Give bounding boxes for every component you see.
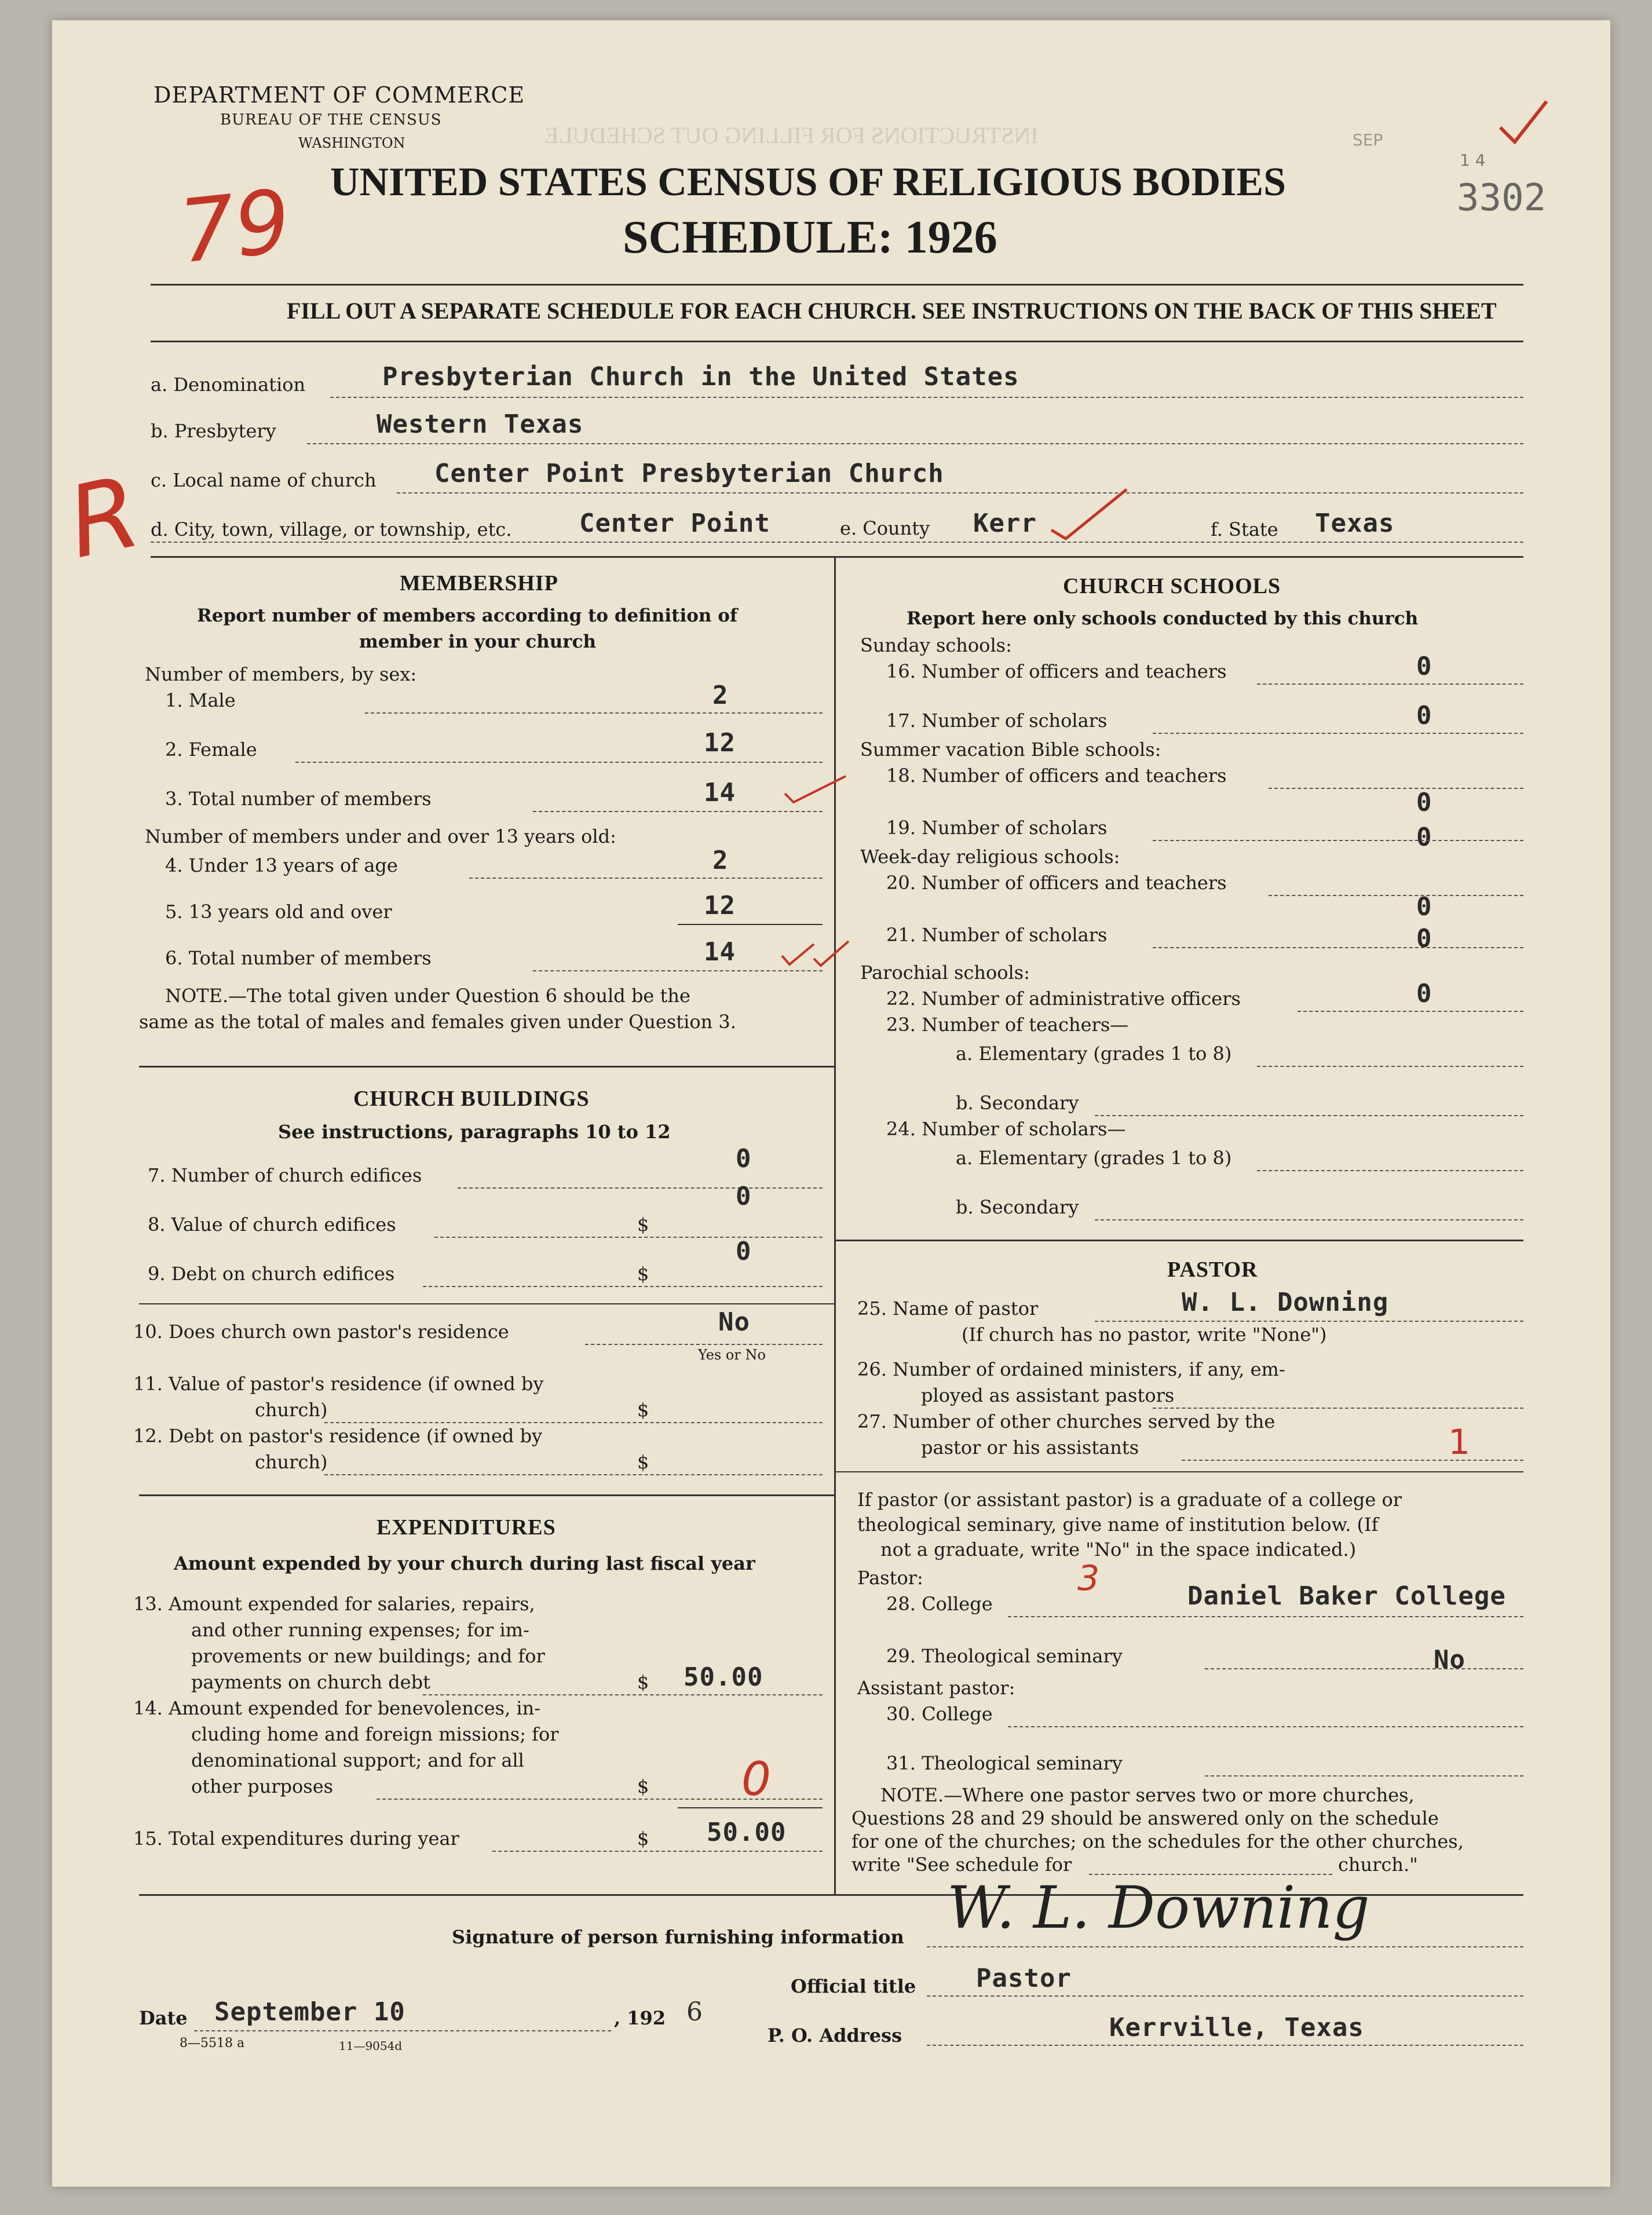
q27-line	[1182, 1460, 1523, 1461]
q12-label-1: 12. Debt on pastor's residence (if owned by	[133, 1425, 543, 1447]
denomination-label: a. Denomination	[151, 374, 306, 396]
q20-value[interactable]: 0	[1416, 892, 1432, 922]
signature-line	[927, 1946, 1523, 1947]
q8-dollar: $	[637, 1214, 649, 1236]
q2-female-value[interactable]: 12	[704, 728, 736, 758]
red-check-icon	[1048, 484, 1130, 547]
q7-line	[458, 1187, 823, 1189]
q25-line	[1095, 1321, 1523, 1322]
q13-line	[423, 1694, 823, 1695]
q23b-label: b. Secondary	[956, 1092, 1079, 1114]
pastor-note-3: for one of the churches; on the schedules for the other churches,	[851, 1830, 1464, 1852]
official-title-value[interactable]: Pastor	[976, 1964, 1072, 1993]
red-handwritten-number: 79	[174, 171, 295, 283]
red-handwritten-letter: R	[58, 454, 149, 582]
by-sex-label: Number of members, by sex:	[145, 663, 417, 685]
q8-line	[434, 1237, 823, 1238]
q27-label-1: 27. Number of other churches served by the	[857, 1410, 1275, 1432]
q29-line	[1205, 1668, 1523, 1669]
pastor-note-5: church."	[1338, 1854, 1418, 1876]
q23a-line	[1257, 1066, 1523, 1067]
bureau-name: BUREAU OF THE CENSUS	[220, 111, 442, 129]
q31-line	[1205, 1775, 1523, 1777]
graduate-intro-3: not a graduate, write "No" in the space indicated.)	[880, 1538, 1357, 1560]
q2-female-label: 2. Female	[165, 739, 257, 761]
q24b-label: b. Secondary	[956, 1196, 1079, 1218]
pastor-note-4: write "See schedule for	[851, 1854, 1072, 1876]
q24b-line	[1095, 1219, 1523, 1220]
membership-heading: MEMBERSHIP	[400, 571, 558, 595]
q16-line	[1257, 683, 1523, 685]
q6-total-label: 6. Total number of members	[165, 947, 432, 969]
q22-label: 22. Number of administrative officers	[886, 988, 1241, 1010]
q21-line	[1153, 947, 1523, 948]
schedule-year: SCHEDULE: 1926	[623, 212, 997, 263]
membership-intro-1: Report number of members according to definition of	[197, 605, 738, 626]
pastor-note-1: NOTE.—Where one pastor serves two or more churches,	[880, 1784, 1415, 1806]
red-check-icon	[1494, 96, 1552, 148]
q18-line	[1269, 788, 1523, 789]
q23b-line	[1095, 1115, 1523, 1116]
q24-label: 24. Number of scholars—	[886, 1118, 1126, 1140]
q7-edifices-label: 7. Number of church edifices	[148, 1164, 422, 1186]
q14-sum-rule	[678, 1807, 823, 1808]
q13-value[interactable]: 50.00	[684, 1662, 763, 1692]
q14-value[interactable]: 0	[741, 1752, 771, 1806]
parochial-schools-label: Parochial schools:	[860, 962, 1030, 984]
fill-out-instruction: FILL OUT A SEPARATE SCHEDULE FOR EACH CHURCH. SEE INSTRUCTIONS ON THE BACK OF THIS SHEET	[287, 298, 1497, 324]
q3-line	[533, 811, 823, 812]
q25-label: 25. Name of pastor	[857, 1297, 1039, 1320]
q26-label-1: 26. Number of ordained ministers, if any, em-	[857, 1358, 1285, 1380]
q20-label: 20. Number of officers and teachers	[886, 872, 1227, 894]
q11-dollar: $	[637, 1399, 649, 1421]
graduate-rule	[834, 1471, 1523, 1472]
census-schedule-sheet	[52, 20, 1610, 2187]
q19-label: 19. Number of scholars	[886, 817, 1108, 839]
q18-label: 18. Number of officers and teachers	[886, 765, 1227, 787]
city-label: d. City, town, village, or township, etc.	[151, 518, 512, 540]
year-prefix: , 192	[614, 2007, 666, 2029]
membership-note-2: same as the total of males and females given under Question 3.	[139, 1011, 736, 1033]
sunday-schools-label: Sunday schools:	[860, 634, 1012, 656]
q8-value-value[interactable]: 0	[736, 1182, 752, 1211]
schools-heading: CHURCH SCHOOLS	[1063, 574, 1281, 598]
q28-value[interactable]: Daniel Baker College	[1187, 1581, 1506, 1611]
red-check-icon	[779, 935, 854, 970]
received-stamp-day: 1 4	[1460, 151, 1486, 170]
q21-label: 21. Number of scholars	[886, 924, 1108, 946]
buildings-rule	[139, 1066, 834, 1068]
q25-value[interactable]: W. L. Downing	[1182, 1288, 1389, 1317]
denomination-line	[330, 397, 1523, 398]
q28-red-mark: 3	[1077, 1558, 1100, 1599]
po-address-line	[927, 2045, 1523, 2046]
section-rule	[151, 556, 1523, 558]
pastor-heading: PASTOR	[1167, 1258, 1258, 1282]
q5-over13-label: 5. 13 years old and over	[165, 901, 392, 923]
membership-note-1: NOTE.—The total given under Question 6 should be the	[165, 985, 690, 1007]
form-number-2: 11—9054d	[339, 2039, 403, 2053]
department-name: DEPARTMENT OF COMMERCE	[153, 82, 525, 108]
q4-under13-label: 4. Under 13 years of age	[165, 854, 398, 876]
q20-line	[1269, 895, 1523, 896]
q30-label: 30. College	[886, 1703, 993, 1725]
presbytery-line	[307, 443, 1523, 444]
bleed-through-title: INSTRUCTIONS FOR FILLING OUT SCHEDULE	[544, 122, 1039, 148]
q12-line	[324, 1474, 823, 1475]
weekday-schools-label: Week-day religious schools:	[860, 846, 1120, 868]
bureau-city: WASHINGTON	[298, 135, 405, 151]
q7-edifices-value[interactable]: 0	[736, 1144, 752, 1174]
q4-under13-value[interactable]: 2	[712, 846, 729, 875]
date-line	[194, 2030, 611, 2031]
form-title: UNITED STATES CENSUS OF RELIGIOUS BODIES	[330, 160, 1286, 204]
q9-line	[423, 1286, 823, 1287]
residence-rule	[139, 1303, 834, 1304]
date-label: Date	[139, 2007, 188, 2029]
q1-line	[365, 712, 823, 714]
q6-total-value[interactable]: 14	[704, 937, 736, 967]
q27-value[interactable]: 1	[1448, 1422, 1471, 1463]
official-title-label: Official title	[791, 1975, 916, 1997]
q11-label-1: 11. Value of pastor's residence (if owned by	[133, 1373, 544, 1395]
q2-line	[295, 762, 823, 763]
q23-label: 23. Number of teachers—	[886, 1014, 1129, 1036]
q19-value[interactable]: 0	[1416, 823, 1432, 852]
q15-value[interactable]: 50.00	[707, 1818, 787, 1847]
q14-label-2: cluding home and foreign missions; for	[191, 1723, 559, 1745]
q26-line	[1153, 1408, 1523, 1409]
yes-or-no-hint: Yes or No	[698, 1347, 766, 1363]
q12-dollar: $	[637, 1451, 649, 1473]
expenditures-rule	[139, 1494, 834, 1496]
signature-value[interactable]: W. L. Downing	[947, 1874, 1370, 1942]
q24a-label: a. Elementary (grades 1 to 8)	[956, 1147, 1232, 1169]
q14-label-3: denominational support; and for all	[191, 1749, 524, 1771]
q9-debt-label: 9. Debt on church edifices	[148, 1263, 395, 1285]
q18-value[interactable]: 0	[1416, 788, 1432, 817]
q9-dollar: $	[637, 1263, 649, 1285]
assistant-subheading: Assistant pastor:	[857, 1677, 1015, 1699]
q8-value-label: 8. Value of church edifices	[148, 1214, 396, 1236]
header-rule-top	[151, 284, 1523, 286]
local-name-label: c. Local name of church	[151, 469, 377, 491]
q21-value[interactable]: 0	[1416, 924, 1432, 953]
buildings-heading: CHURCH BUILDINGS	[353, 1087, 590, 1111]
q14-label-1: 14. Amount expended for benevolences, in-	[133, 1697, 541, 1719]
q4-line	[469, 878, 823, 879]
official-title-line	[927, 1995, 1523, 1997]
q22-value[interactable]: 0	[1416, 979, 1432, 1008]
po-address-value[interactable]: Kerrville, Texas	[1109, 2013, 1364, 2042]
q10-residence-label: 10. Does church own pastor's residence	[133, 1321, 509, 1343]
q11-line	[324, 1422, 823, 1423]
q29-value[interactable]: No	[1434, 1645, 1465, 1675]
q14-dollar: $	[637, 1775, 649, 1797]
q5-line	[678, 924, 823, 925]
q19-line	[1153, 840, 1523, 841]
buildings-subheading: See instructions, paragraphs 10 to 12	[278, 1121, 671, 1143]
q6-line	[533, 970, 823, 971]
q16-label: 16. Number of officers and teachers	[886, 660, 1227, 682]
q10-residence-value[interactable]: No	[718, 1307, 750, 1337]
q30-line	[1008, 1726, 1523, 1727]
expenditures-subheading: Amount expended by your church during last fiscal year	[174, 1552, 755, 1574]
q31-label: 31. Theological seminary	[886, 1752, 1123, 1774]
q29-label: 29. Theological seminary	[886, 1645, 1123, 1667]
q23a-label: a. Elementary (grades 1 to 8)	[956, 1043, 1232, 1065]
received-stamp-month: SEP	[1353, 130, 1383, 149]
q13-label-1: 13. Amount expended for salaries, repairs,	[133, 1593, 535, 1615]
q13-label-3: provements or new buildings; and for	[191, 1645, 545, 1667]
q28-label: 28. College	[886, 1593, 993, 1615]
q1-male-value[interactable]: 2	[712, 681, 729, 710]
po-address-label: P. O. Address	[767, 2024, 902, 2046]
q13-label-4: payments on church debt	[191, 1671, 430, 1693]
membership-intro-2: member in your church	[359, 631, 597, 652]
presbytery-value[interactable]: Western Texas	[377, 410, 584, 439]
pastor-rule	[834, 1240, 1523, 1241]
q13-label-2: and other running expenses; for im-	[191, 1619, 529, 1641]
presbytery-label: b. Presbytery	[151, 420, 276, 442]
q12-label-2: church)	[255, 1451, 328, 1473]
state-value[interactable]: Texas	[1315, 509, 1395, 538]
column-divider	[834, 556, 836, 1894]
q24a-line	[1257, 1170, 1523, 1171]
q28-line	[1008, 1616, 1523, 1617]
q14-label-4: other purposes	[191, 1775, 334, 1797]
graduate-intro-2: theological seminary, give name of institution below. (If	[857, 1514, 1379, 1536]
by-age-label: Number of members under and over 13 years old:	[145, 825, 616, 847]
q5-over13-value[interactable]: 12	[704, 891, 736, 920]
q16-value[interactable]: 0	[1416, 652, 1432, 681]
schools-intro: Report here only schools conducted by this church	[907, 608, 1419, 629]
q3-total-value[interactable]: 14	[704, 778, 736, 807]
graduate-intro-1: If pastor (or assistant pastor) is a graduate of a college or	[857, 1489, 1402, 1511]
form-number: 8—5518 a	[180, 2036, 245, 2050]
signature-label: Signature of person furnishing information	[452, 1926, 904, 1948]
header-rule-bottom	[151, 341, 1523, 342]
q11-label-2: church)	[255, 1399, 328, 1421]
city-line	[151, 542, 1523, 543]
q26-label-2: ployed as assistant pastors	[921, 1384, 1175, 1406]
local-name-line	[397, 492, 1523, 494]
received-stamp-number: 3302	[1457, 177, 1547, 220]
state-label: f. State	[1211, 518, 1278, 540]
county-label: e. County	[840, 517, 930, 539]
q17-label: 17. Number of scholars	[886, 710, 1108, 732]
q15-dollar: $	[637, 1827, 649, 1850]
expenditures-heading: EXPENDITURES	[377, 1515, 556, 1540]
q13-dollar: $	[637, 1671, 649, 1693]
year-value[interactable]: 6	[686, 1997, 703, 2027]
q9-debt-value[interactable]: 0	[736, 1237, 752, 1266]
pastor-note-2: Questions 28 and 29 should be answered only on the schedule	[851, 1807, 1439, 1829]
red-check-icon	[782, 770, 851, 805]
summer-schools-label: Summer vacation Bible schools:	[860, 739, 1161, 761]
q15-line	[492, 1851, 823, 1852]
pastor-subheading: Pastor:	[857, 1567, 923, 1589]
q14-line	[377, 1799, 823, 1800]
q15-label: 15. Total expenditures during year	[133, 1827, 459, 1850]
local-name-value[interactable]: Center Point Presbyterian Church	[434, 459, 944, 488]
q25-note: (If church has no pastor, write "None")	[962, 1324, 1327, 1346]
city-value[interactable]: Center Point	[579, 509, 770, 538]
county-value[interactable]: Kerr	[973, 509, 1037, 538]
date-value[interactable]: September 10	[214, 1997, 405, 2027]
q22-line	[1298, 1011, 1523, 1012]
q3-total-label: 3. Total number of members	[165, 788, 432, 810]
q1-male-label: 1. Male	[165, 689, 236, 711]
q17-line	[1153, 733, 1523, 734]
denomination-value[interactable]: Presbyterian Church in the United States	[382, 362, 1019, 392]
q27-label-2: pastor or his assistants	[921, 1437, 1139, 1459]
q10-line	[585, 1344, 823, 1345]
q17-value[interactable]: 0	[1416, 701, 1432, 730]
